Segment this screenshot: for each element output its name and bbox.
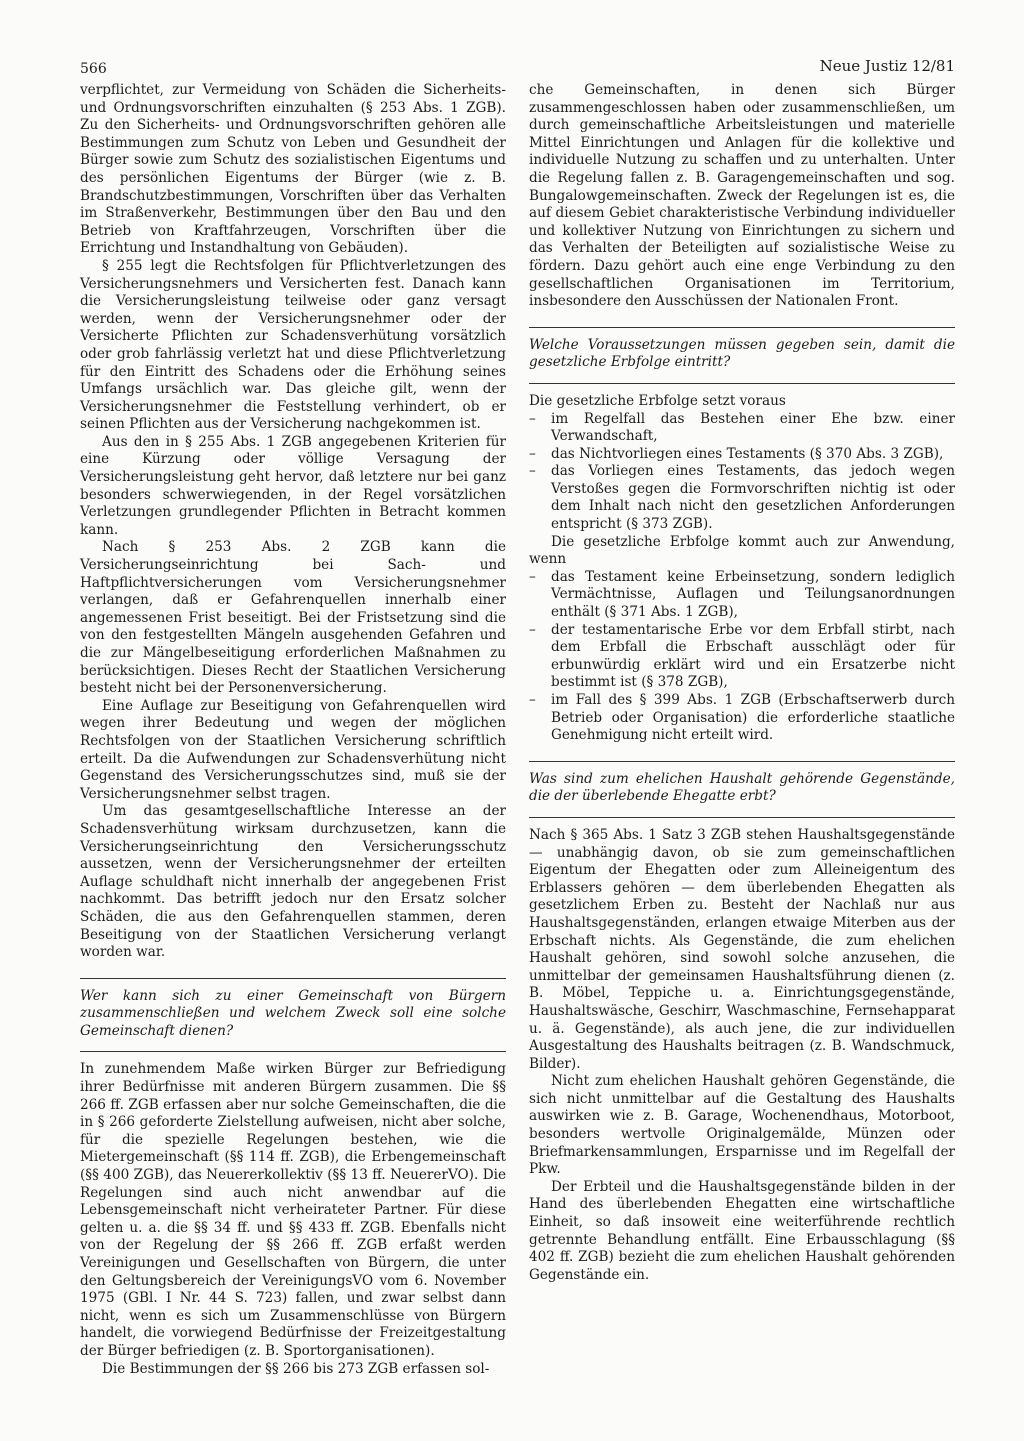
section-divider — [529, 817, 955, 818]
dash-list — [529, 411, 955, 534]
question-heading: Wer kann sich zu einer Gemeinschaft von Bürgern zusammenschließen und welchem Zweck soll eine solche Gemeinschaft dienen? — [80, 987, 506, 1039]
paragraph: Aus den in § 255 Abs. 1 ZGB angegebenen Kriterien für eine Kürzung oder völlige Versagung der Versicherungsleistung geht hervor, daß letztere nur bei ganz besonders schwerwiegenden, in der Regel vorsätzlichen Verletzungen grundlegender Pflichten in Betracht kommen kann. — [80, 433, 506, 538]
paragraph: Nach § 253 Abs. 2 ZGB kann die Versicherungseinrichtung bei Sach- und Haftpflichtversicherungen vom Versicherungsnehmer verlangen, daß er Gefahrenquellen innerhalb einer angemessenen Frist beseitigt. Bei der Fristsetzung sind die von den festgestellten Mängeln ausgehenden Gefahren und die zur Mängelbeseitigung erforderlichen Maßnahmen zu berücksichtigen. Dieses Recht der Staatlichen Versicherung besteht nicht bei der Personenversicherung. — [80, 539, 506, 697]
list-item: – das Vorliegen eines Testaments, das jedoch wegen Verstoßes gegen die Formvorschriften nichtig ist oder dem Inhalt nach nicht den gesetzlichen Anforderungen entspricht (§ 373 ZGB). — [529, 463, 955, 533]
page-number: 566 — [80, 61, 107, 77]
question-heading: Welche Voraussetzungen müssen gegeben sein, damit die gesetzliche Erbfolge eintritt? — [529, 336, 955, 371]
section-divider — [80, 978, 506, 979]
question-heading: Was sind zum ehelichen Haushalt gehörende Gegenstände, die der überlebende Ehegatte erbt? — [529, 770, 955, 805]
journal-title: Neue Justiz 12/81 — [819, 57, 955, 75]
section-divider — [80, 1051, 506, 1052]
left-column — [80, 82, 506, 1378]
dash-list — [529, 569, 955, 745]
list-item: – im Regelfall das Bestehen einer Ehe bzw. einer Verwandschaft, — [529, 411, 955, 446]
list-item: – der testamentarische Erbe vor dem Erbfall stirbt, nach dem Erbfall die Erbschaft ausschlägt oder für erbunwürdig erklärt wird und ein Ersatzerbe nicht bestimmt ist (§ 378 ZGB), — [529, 622, 955, 692]
paragraph: Die Bestimmungen der §§ 266 bis 273 ZGB erfassen sol- — [102, 1360, 490, 1377]
paragraph: Die gesetzliche Erbfolge setzt voraus — [529, 392, 786, 409]
right-column — [529, 82, 955, 1284]
paragraph: verpflichtet, zur Vermeidung von Schäden die Sicherheits- und Ordnungsvorschriften einzuhalten (§ 253 Abs. 1 ZGB). Zu den Sicherheits- und Ordnungsvorschriften gehören alle Bestimmungen zum Schutz von Leben und Gesundheit der Bürger sowie zum Schutz des sozialistischen Eigentums und des persönlichen Eigentums der Bürger (wie z. B. Brandschutzbestimmungen, Vorschriften über das Verhalten im Straßenverkehr, Bestimmungen über den Bau und den Betrieb von Kraftfahrzeugen, Vorschriften über die Errichtung und Instandhaltung von Gebäuden). — [80, 82, 506, 257]
paragraph: In zunehmendem Maße wirken Bürger zur Befriedigung ihrer Bedürfnisse mit anderen Bürgern zusammen. Die §§ 266 ff. ZGB erfassen aber nur solche Gemeinschaften, die die in § 266 geforderte Zielstellung aufweisen, nicht aber solche, für die spezielle Regelungen bestehen, wie die Mietergemeinschaft (§§ 114 ff. ZGB), die Erbengemeinschaft (§§ 400 ZGB), das Neuererkollektiv (§§ 13 ff. NeuererVO). Die Regelungen sind auch nicht anwendbar auf die Lebensgemeinschaft nicht verheirateter Partner. Für diese gelten u. a. die §§ 34 ff. und §§ 433 ff. ZGB. Ebenfalls nicht von der Regelung der §§ 266 ff. ZGB erfaßt werden Vereinigungen und Gesellschaften von Bürgern, die unter den Geltungsbereich der VereinigungsVO vom 6. November 1975 (GBl. I Nr. 44 S. 723) fallen, und zwar selbst dann nicht, wenn es sich um Zusammenschlüsse von Bürgern handelt, die vorwiegend Bedürfnisse der Freizeitgestaltung der Bürger befriedigen (z. B. Sportorganisationen). — [80, 1061, 506, 1359]
paragraph: Eine Auflage zur Beseitigung von Gefahrenquellen wird wegen ihrer Bedeutung und wegen der möglichen Rechtsfolgen von der Staatlichen Versicherung schriftlich erteilt. Da die Aufwendungen zur Schadensverhütung nicht Gegenstand des Versicherungsschutzes sind, muß sie der Versicherungsnehmer selbst tragen. — [80, 697, 506, 802]
page-header — [80, 55, 955, 79]
section-divider — [529, 383, 955, 384]
paragraph: Nicht zum ehelichen Haushalt gehören Gegenstände, die sich nicht unmittelbar auf die Gestaltung des Haushalts auswirken wie z. B. Garage, Wochenendhaus, Motorboot, besonders wertvolle Originalgemälde, Münzen oder Briefmarkensammlungen, Ersparnisse und im Regelfall der Pkw. — [529, 1073, 955, 1178]
section-divider — [529, 761, 955, 762]
paragraph: Nach § 365 Abs. 1 Satz 3 ZGB stehen Haushaltsgegenstände — unabhängig davon, ob sie zum gemeinschaftlichen Eigentum der Ehegatten oder zum Alleineigentum des Erblassers gehören — dem überlebenden Ehegatten als gesetzlichem Erben zu. Besteht der Nachlaß nur aus Haushaltsgegenständen, erlangen etwaige Miterben aus der Erbschaft nichts. Als Gegenstände, die zum ehelichen Haushalt gehören, sind sowohl solche anzusehen, die unmittelbar der gemeinsamen Haushaltsführung dienen (z. B. Möbel, Teppiche u. a. Einrichtungsgegenstände, Haushaltswäsche, Geschirr, Waschmaschine, Fernsehapparat u. ä. Gegenstände), als auch jene, die zur individuellen Ausgestaltung des Haushalts beitragen (z. B. Wandschmuck, Bilder). — [529, 826, 955, 1072]
paragraph: Der Erbteil und die Haushaltsgegenstände bilden in der Hand des überlebenden Ehegatten eine wirtschaftliche Einheit, so daß insoweit eine weiterführende rechtlich getrennte Behandlung entfällt. Eine Erbausschlagung (§§ 402 ff. ZGB) bezieht die zum ehelichen Haushalt gehörenden Gegenstände ein. — [529, 1178, 955, 1283]
section-divider — [529, 327, 955, 328]
document-page — [80, 0, 955, 1441]
paragraph: § 255 legt die Rechtsfolgen für Pflichtverletzungen des Versicherungsnehmers und Versicherten fest. Danach kann die Versicherungsleistung teilweise oder ganz versagt werden, wenn der Versicherungsnehmer oder der Versicherte Pflichten zur Schadensverhütung vorsätzlich oder grob fahrlässig verletzt hat und diese Pflichtverletzung für den Eintritt des Schadens oder die Erhöhung seines Umfangs ursächlich war. Das gleiche gilt, wenn der Versicherungsnehmer die Feststellung verhindert, ob er seinen Pflichten aus der Versicherung nachgekommen ist. — [80, 257, 506, 433]
paragraph: Die gesetzliche Erbfolge kommt auch zur Anwendung, wenn — [529, 533, 955, 568]
list-item: – das Nichtvorliegen eines Testaments (§ 370 Abs. 3 ZGB), — [529, 446, 955, 464]
list-item: – im Fall des § 399 Abs. 1 ZGB (Erbschaftserwerb durch Betrieb oder Organisation) die erforderliche staatliche Genehmigung nicht erteilt wird. — [529, 692, 955, 745]
paragraph: che Gemeinschaften, in denen sich Bürger zusammengeschlossen haben oder zusammenschließen, um durch gemeinschaftliche Arbeitsleistungen und materielle Mittel Einrichtungen und Anlagen für die kollektive und individuelle Nutzung zu schaffen und zu unterhalten. Unter die Regelung fallen z. B. Garagengemeinschaften und sog. Bungalowgemeinschaften. Zweck der Regelungen ist es, die auf diesem Gebiet charakteristische Verbindung individueller und kollektiver Nutzung von Einrichtungen zu sichern und das Verhalten der Beteiligten auf sozialistische Weise zu fördern. Dazu gehört auch eine enge Verbindung zu den gesellschaftlichen Organisationen im Territorium, insbesondere den Ausschüssen der Nationalen Front. — [529, 82, 955, 310]
list-item: – das Testament keine Erbeinsetzung, sondern lediglich Vermächtnisse, Auflagen und Teilungsanordnungen enthält (§ 371 Abs. 1 ZGB), — [529, 569, 955, 622]
paragraph: Um das gesamtgesellschaftliche Interesse an der Schadensverhütung wirksam durchzusetzen, kann die Versicherungseinrichtung den Versicherungsschutz aussetzen, wenn der Versicherungsnehmer der erteilten Auflage schuldhaft nicht innerhalb der angegebenen Frist nachkommt. Das betrifft jedoch nur den Ersatz solcher Schäden, die aus den Gefahrenquellen stammen, deren Beseitigung von der Staatlichen Versicherung verlangt worden war. — [80, 803, 506, 961]
